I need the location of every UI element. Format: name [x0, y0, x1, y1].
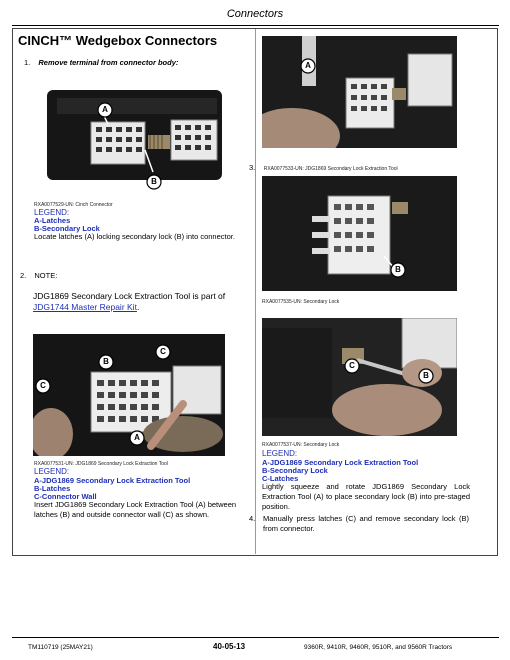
- fig1-description: Locate latches (A) locking secondary lock (B) into connector.: [34, 232, 235, 241]
- callout-b: B: [390, 262, 406, 278]
- header-rule: [12, 25, 499, 26]
- footer-manual-id: TM110719 (25MAY21): [28, 644, 93, 651]
- step-text: Remove terminal from connector body:: [38, 58, 179, 67]
- step-4: [249, 514, 471, 534]
- fig2-legend-item: B-Latches: [34, 484, 71, 493]
- page-title: CINCH™ Wedgebox Connectors: [18, 33, 218, 48]
- step-number: 1.: [24, 58, 31, 67]
- fig4-legend-item: C-Latches: [262, 474, 299, 483]
- fig1-legend-item: B-Secondary Lock: [34, 224, 100, 233]
- step-1: [24, 58, 178, 68]
- callout-c: C: [155, 344, 171, 360]
- photo-connector-latches: [262, 36, 457, 148]
- fig3-caption: RXA0077535-UN: Secondary Lock: [262, 299, 340, 305]
- note-text: JDG1869 Secondary Lock Extraction Tool is part of: [33, 291, 226, 301]
- fig4-legend-heading: LEGEND:: [262, 449, 298, 458]
- fig2-legend-item: A-JDG1869 Secondary Lock Extraction Tool: [34, 476, 191, 485]
- callout-a: A: [129, 430, 145, 446]
- callout-b: B: [418, 368, 434, 384]
- step-text: Manually press latches (C) and remove secondary lock (B) from connector.: [263, 514, 469, 533]
- step-3-caption: RXA0077533-UN: JDG1869 Secondary Lock Extraction Tool: [263, 166, 398, 172]
- fig4-description: Lightly squeeze and rotate JDG1869 Secondary Lock Extraction Tool (A) to place secondary lock (B) into pre-staged position.: [262, 482, 470, 511]
- photo-cinch-connector: [33, 80, 228, 195]
- callout-c: C: [35, 378, 51, 394]
- footer-models: 9360R, 9410R, 9460R, 9510R, and 9560R Tractors: [304, 644, 453, 651]
- callout-c: C: [344, 358, 360, 374]
- column-divider: [255, 29, 256, 554]
- fig4-legend-item: B-Secondary Lock: [262, 466, 328, 475]
- step-number: 4.: [249, 514, 256, 523]
- fig1-legend-heading: LEGEND:: [34, 208, 70, 217]
- callout-a: A: [300, 58, 316, 74]
- note-label: NOTE:: [34, 271, 58, 280]
- step-number: 3.: [249, 163, 256, 172]
- fig2-caption: RXA0077531-UN: JDG1869 Secondary Lock Extraction Tool: [34, 461, 168, 467]
- fig2-description: Insert JDG1869 Secondary Lock Extraction Tool (A) between latches (B) and outside connector wall (C) as shown.: [34, 500, 237, 519]
- callout-b: B: [98, 354, 114, 370]
- fig2-legend-heading: LEGEND:: [34, 467, 70, 476]
- fig4-caption: RXA0077537-UN: Secondary Lock: [262, 442, 340, 448]
- section-header: Connectors: [226, 8, 284, 20]
- footer-page-number: 40-05-13: [213, 642, 246, 651]
- fig1-legend-item: A-Latches: [34, 216, 71, 225]
- master-repair-kit-link[interactable]: JDG1744 Master Repair Kit: [33, 302, 137, 312]
- step-3: [249, 157, 398, 175]
- step-number: 2.: [20, 271, 27, 280]
- photo-secondary-lock: [262, 176, 457, 291]
- photo-extraction-tool-insert: [33, 334, 225, 456]
- callout-b: B: [146, 174, 162, 190]
- note-body: JDG1869 Secondary Lock Extraction Tool is part of JDG1744 Master Repair Kit.: [33, 291, 226, 312]
- footer-rule: [12, 637, 499, 638]
- fig2-legend-item: C-Connector Wall: [34, 492, 97, 501]
- step-2: [20, 271, 57, 281]
- photo-rotate-tool: [262, 318, 457, 436]
- fig4-legend-item: A-JDG1869 Secondary Lock Extraction Tool: [262, 458, 419, 467]
- callout-a: A: [97, 102, 113, 118]
- fig1-caption: RXA0077529-UN: Cinch Connector: [34, 202, 113, 208]
